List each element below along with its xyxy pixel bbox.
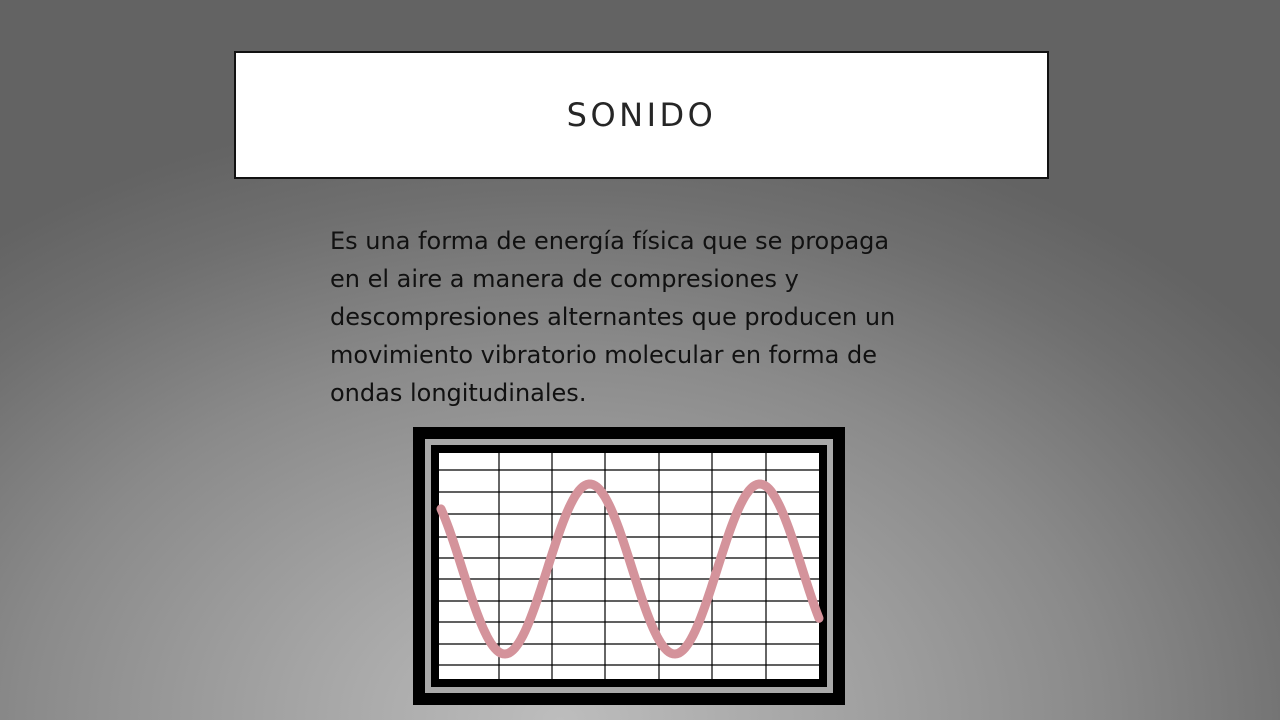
- body-line: descompresiones alternantes que producen un: [330, 303, 896, 331]
- body-line: en el aire a manera de compresiones y: [330, 265, 799, 293]
- body-line: movimiento vibratorio molecular en forma de: [330, 341, 877, 369]
- title-box: [234, 51, 1049, 179]
- slide-body-text: [330, 222, 970, 412]
- slide-title: SONIDO: [566, 96, 717, 134]
- sine-wave-oscilloscope-icon: [413, 427, 845, 705]
- body-line: ondas longitudinales.: [330, 379, 587, 407]
- body-line: Es una forma de energía física que se propaga: [330, 227, 890, 255]
